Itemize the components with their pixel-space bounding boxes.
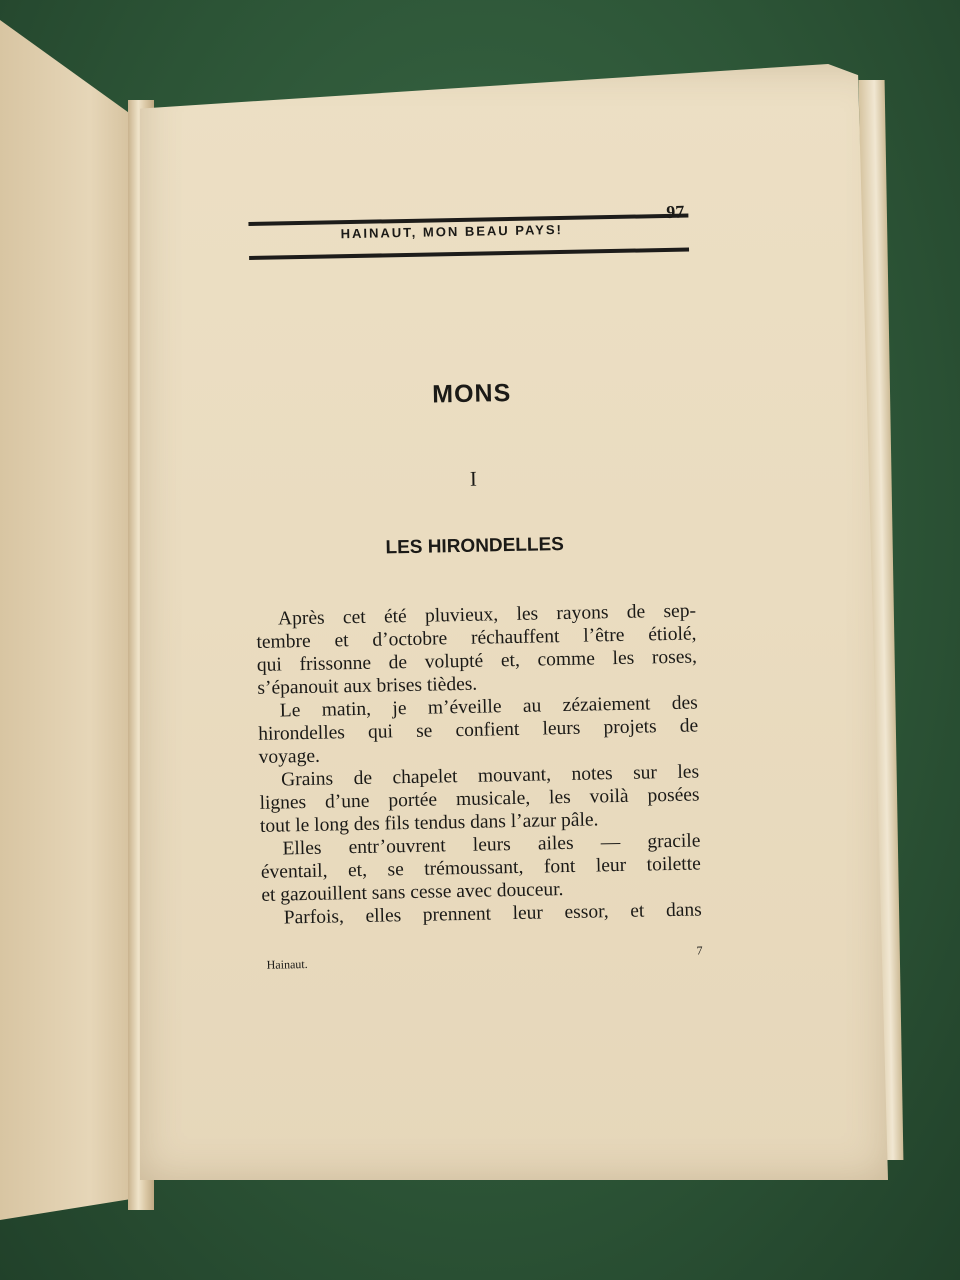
body-line: qui frissonne de volupté et, comme les roses, [256, 646, 698, 676]
body-line: tembre et d’octobre réchauffent l’être étiolé, [256, 623, 697, 653]
signature-mark: Hainaut. [266, 956, 308, 972]
body-line: Grains de chapelet mouvant, notes sur les [280, 761, 700, 791]
body-line: voyage. [258, 745, 321, 768]
body-line: tout le long des fils tendus dans l’azur pâle. [259, 809, 599, 837]
body-line: et gazouillent sans cesse avec douceur. [261, 879, 564, 906]
body-line: Parfois, elles prennent leur essor, et dans [283, 899, 702, 929]
body-line: lignes d’une portée musicale, les voilà posées [259, 784, 700, 814]
body-line: s’épanouit aux brises tièdes. [257, 673, 478, 699]
body-line: Elles entr’ouvrent leurs ailes — gracile [282, 830, 701, 860]
body-text [256, 599, 702, 929]
body-line: Le matin, je m’éveille au zézaiement des [279, 692, 698, 722]
section-number: I [469, 466, 478, 491]
page-text-block [248, 192, 703, 976]
body-line: éventail, et, se trémoussant, font leur toilette [260, 853, 702, 883]
running-head [248, 192, 689, 256]
head-rule-bottom [249, 248, 689, 260]
body-line: Après cet été pluvieux, les rayons de sep- [277, 600, 697, 630]
chapter-title: MONS [431, 378, 512, 409]
running-head-title: HAINAUT, MON BEAU PAYS! [340, 221, 564, 242]
page-number: 97 [666, 201, 685, 222]
body-line: hirondelles qui se confient leurs projets de [258, 715, 699, 745]
section-title: LES HIRONDELLES [385, 534, 565, 559]
signature-number: 7 [696, 943, 703, 958]
